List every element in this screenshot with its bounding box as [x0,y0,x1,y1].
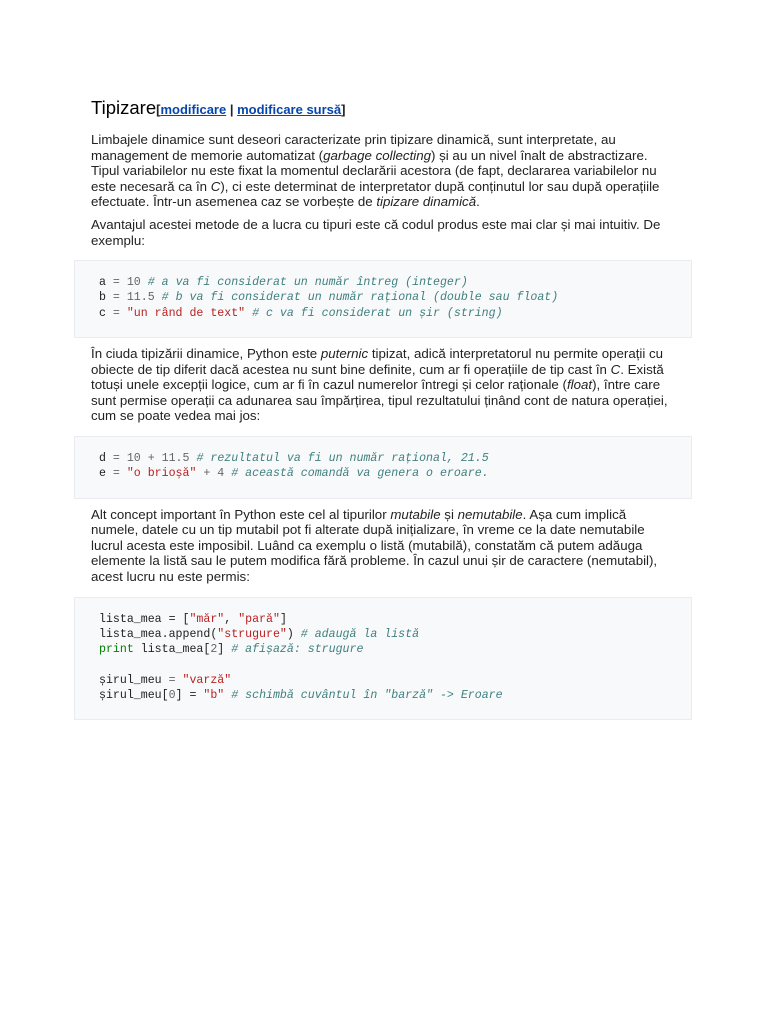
paragraph-advantage: Avantajul acestei metode de a lucra cu tipuri este că codul produs este mai clar și mai intuitiv. De exemplu: [91,216,661,248]
text-fragment: și [440,506,458,522]
code-token: a [99,276,106,290]
code-token: # b va fi considerat un număr rațional (double sau float) [161,291,559,305]
article-content [91,96,691,728]
paragraph-dynamic-languages [91,132,676,210]
code-token: , [224,612,239,626]
code-token: = [105,452,127,466]
code-line [99,451,667,466]
code-token: șirul_meu [99,673,162,687]
code-block-operations [74,436,692,499]
code-token: "măr" [189,612,225,626]
code-token: ] = [175,689,204,703]
code-token [141,276,148,289]
text-fragment: Limbajele dinamice sunt deseori caracterizate prin tipizare dinamică, sunt interpretate, au management de memorie automatizat ( [91,132,616,163]
section-heading [91,96,691,122]
code-token: 10 [126,452,141,466]
code-token: "un rând de text" [126,306,246,320]
code-token: 2 [210,643,218,657]
code-token: + [196,467,218,481]
code-token: "pară" [238,612,280,626]
code-token: lista_mea [99,612,162,626]
code-line [99,688,667,703]
code-token: ] [217,643,232,657]
text-fragment: ), ci este determinat de interpretator după conținutul lor sau după operațiile efectuate. Într-un asemenea caz se vorbește de [91,178,660,210]
code-token: = [105,276,127,290]
code-line [99,290,667,305]
code-token: = [ [161,612,190,626]
paragraph-mutability [91,507,676,585]
text-fragment: . [476,194,480,210]
code-token: ] [279,612,287,626]
edit-source-link[interactable]: modificare sursă [237,102,342,117]
edit-section-links [156,102,345,117]
code-line [99,275,667,290]
code-line [99,306,667,321]
code-token: = [105,306,127,320]
code-line [99,673,667,688]
code-token: # afișază: strugure [231,643,364,657]
text-fragment: Alt concept important în Python este cel al tipurilor [91,506,391,522]
code-token: e [99,467,106,481]
code-line [99,612,667,627]
text-fragment: C [610,361,621,377]
code-token: 4 [217,467,225,481]
code-token [155,291,162,304]
code-token: "strugure" [217,627,287,641]
code-line [99,627,667,642]
text-fragment: garbage collecting [323,147,432,163]
code-token: = [161,673,183,687]
text-fragment: C [210,178,221,194]
text-fragment: mutabile [390,506,441,522]
paragraph-strong-typing [91,346,676,424]
text-fragment: nemutabile [457,506,523,522]
text-fragment: ) și au un nivel înalt de abstractizare. Tipul variabilelor nu este fixat la momentul declarării acestora (de fapt, declararea variabilelor nu este necesară ca în [91,147,657,194]
code-block-types [74,260,692,338]
code-line [99,466,667,481]
code-token: # a va fi considerat un număr întreg (integer) [147,276,468,290]
code-token: # această comandă va genera o eroare. [231,467,489,481]
code-token: 0 [168,689,176,703]
code-token: 11.5 [126,291,155,305]
code-token: b [99,291,106,305]
code-token: = [105,467,127,481]
code-token: șirul_meu[ [99,689,169,703]
code-token: lista_mea[ [133,643,211,657]
code-blank-line [99,657,667,672]
code-token: "varză" [182,673,232,687]
edit-link[interactable]: modificare [160,102,227,117]
code-token: c [99,306,106,320]
text-fragment: tipizat, adică interpretatorul nu permite operații cu obiecte de tip diferit dacă acestea nu sunt bine definite, cum ar fi operațiile de tip cast în [91,346,664,377]
code-token: "o brioșă" [126,467,197,481]
code-token: # adaugă la listă [300,627,420,641]
text-fragment: . Există totuși unele excepții logice, cum ar fi în cazul numerelor întregi și celor raționale ( [91,361,664,393]
text-fragment: ] [341,102,346,117]
section-title: Tipizare [91,97,157,118]
text-fragment: tipizare dinamică [376,194,477,210]
code-token: "b" [203,689,225,703]
code-token: ) [286,627,301,641]
code-token: = [105,291,127,305]
code-token: d [99,452,106,466]
code-token: lista_mea.append( [99,627,218,641]
text-fragment: ), între care sunt permise operații ca adunarea sau împărțirea, tipul rezultatului ținând cont de natura operației, cum se poate vedea mai jos: [91,377,668,424]
code-token: 10 [126,276,141,290]
code-line [99,642,667,657]
text-fragment: float [566,377,593,393]
code-token: # c va fi considerat un șir (string) [252,306,503,320]
text-fragment: În ciuda tipizării dinamice, Python este [91,346,321,362]
code-token: 11.5 [161,452,190,466]
text-fragment: | [226,102,238,117]
text-fragment: puternic [320,346,369,362]
code-token: + [140,452,162,466]
code-token: # rezultatul va fi un număr rațional, 21.5 [196,452,489,466]
text-fragment: . Așa cum implică numele, datele cu un tip mutabil pot fi alterate după inițializare, în vreme ce la date nemutabile lucrul acesta este imposibil. Luând ca exemplu o listă (mutabilă), constatăm că putem adăuga elemente la listă sau le putem modifica fără probleme. În cazul unui șir de caractere (nemutabil), acest lucru nu este permis: [91,506,658,584]
text-fragment: [ [156,102,161,117]
code-token: # schimbă cuvântul în "barză" -> Eroare [231,689,503,703]
code-block-mutability [74,597,692,721]
code-token: print [99,643,134,657]
